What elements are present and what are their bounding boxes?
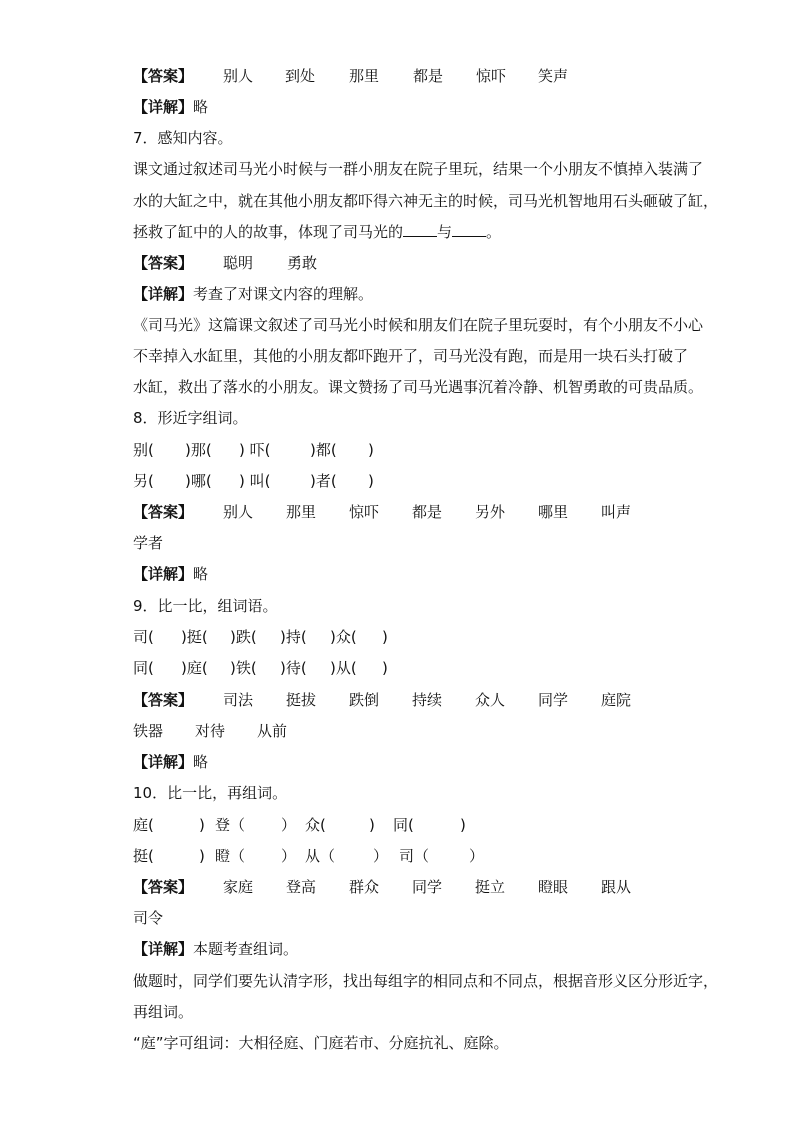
exercise-cell: )众(: [330, 628, 357, 646]
answer-row-q10: [133, 876, 632, 898]
exercise-cell: ) 叫(: [239, 472, 271, 490]
exercise-cell: 从（: [305, 847, 336, 865]
explain-line: 做题时，同学们要先认清字形，找出每组字的相同点和不同点，根据音形义区分形近字，: [133, 972, 719, 990]
fill-blank: [452, 222, 486, 237]
exercise-cell: )者(: [310, 472, 337, 490]
answer-word: 聪明: [223, 254, 254, 272]
answer-word: 那里: [349, 67, 380, 85]
exercise-cell: )挺(: [181, 628, 208, 646]
answer-word: 哪里: [538, 503, 569, 521]
exercise-cell: ): [369, 816, 375, 834]
answer-word: 同学: [538, 691, 569, 709]
answer-word: 另外: [475, 503, 506, 521]
answer-word: 司法: [223, 691, 254, 709]
answer-word: 登高: [286, 878, 317, 896]
detail-label: 【详解】: [133, 565, 194, 583]
answer-word: 都是: [413, 67, 444, 85]
exercise-cell: )待(: [280, 659, 307, 677]
explain-line: 再组词。: [133, 1003, 194, 1021]
exercise-cell: 挺(: [133, 847, 154, 865]
detail-label: 【详解】: [133, 285, 194, 303]
detail-row-q9: [133, 751, 208, 773]
question-title-q9: 9．比一比，组词语。: [133, 597, 278, 615]
exercise-cell: ): [368, 472, 374, 490]
explain-line: 《司马光》这篇课文叙述了司马光小时候和朋友们在院子里玩耍时，有个小朋友不小心: [133, 316, 704, 334]
answer-word: 司令: [133, 909, 164, 927]
exercise-cell: ）: [281, 816, 297, 834]
exercise-cell: 同(: [133, 659, 154, 677]
exercise-cell: ): [368, 441, 374, 459]
answer-word: 对待: [195, 722, 226, 740]
exercise-cell: ): [199, 847, 205, 865]
answer-word: 跌倒: [349, 691, 380, 709]
blank-end: 。: [486, 223, 502, 241]
answer-word: 别人: [223, 67, 254, 85]
paragraph-line: 课文通过叙述司马光小时候与一群小朋友在院子里玩，结果一个小朋友不慎掉入装满了: [133, 160, 704, 178]
answer-row-q8-cont: [133, 532, 163, 554]
answer-word: 铁器: [133, 722, 164, 740]
exercise-cell: )持(: [280, 628, 307, 646]
answer-word: 别人: [223, 503, 254, 521]
answer-label: 【答案】: [133, 67, 194, 85]
answer-row-q6: [133, 65, 569, 87]
explain-line: “庭”字可组词：大相径庭、门庭若市、分庭抗礼、庭除。: [133, 1034, 509, 1052]
answer-word: 瞪眼: [538, 878, 569, 896]
answer-label: 【答案】: [133, 691, 194, 709]
answer-word: 同学: [412, 878, 443, 896]
answer-word: 叫声: [601, 503, 632, 521]
answer-word: 惊吓: [476, 67, 507, 85]
answer-word: 勇敢: [287, 254, 318, 272]
blank-join: 与: [437, 223, 453, 241]
answer-word: 众人: [475, 691, 506, 709]
answer-word: 都是: [412, 503, 443, 521]
exercise-cell: ): [382, 659, 388, 677]
answer-word: 挺拔: [286, 691, 317, 709]
answer-word: 那里: [286, 503, 317, 521]
answer-row-q10-cont: [133, 907, 163, 929]
answer-word: 从前: [257, 722, 288, 740]
answer-word: 群众: [349, 878, 380, 896]
explain-line: 水缸，救出了落水的小朋友。课文赞扬了司马光遇事沉着冷静、机智勇敢的可贵品质。: [133, 378, 704, 396]
answer-label: 【答案】: [133, 254, 194, 272]
answer-word: 家庭: [223, 878, 254, 896]
exercise-cell: ）: [469, 847, 485, 865]
exercise-cell: ): [460, 816, 466, 834]
question-title-q10: 10．比一比，再组词。: [133, 784, 288, 802]
answer-word: 挺立: [475, 878, 506, 896]
exercise-cell: ）: [373, 847, 389, 865]
answer-word: 学者: [133, 534, 164, 552]
question-title-q8: 8．形近字组词。: [133, 409, 248, 427]
detail-text: 本题考查组词。: [193, 940, 299, 958]
exercise-cell: 众(: [305, 816, 326, 834]
answer-row-q7: [133, 252, 318, 274]
detail-label: 【详解】: [133, 98, 194, 116]
exercise-cell: ): [382, 628, 388, 646]
detail-row-q7: [133, 283, 373, 305]
exercise-cell: 庭(: [133, 816, 154, 834]
exercise-cell: )从(: [330, 659, 357, 677]
exercise-cell: )铁(: [230, 659, 257, 677]
question-title-q7: 7．感知内容。: [133, 129, 233, 147]
answer-row-q9: [133, 689, 632, 711]
explain-line: 不幸掉入水缸里，其他的小朋友都吓跑开了，司马光没有跑，而是用一块石头打破了: [133, 347, 689, 365]
fill-blank: [403, 222, 437, 237]
answer-word: 笑声: [538, 67, 569, 85]
paragraph-line: 水的大缸之中，就在其他小朋友都吓得六神无主的时候，司马光机智地用石头砸破了缸，: [133, 192, 719, 210]
detail-text: 略: [193, 565, 209, 583]
exercise-cell: )那(: [185, 441, 212, 459]
exercise-cell: 瞪（: [215, 847, 246, 865]
answer-word: 惊吓: [349, 503, 380, 521]
exercise-cell: 司(: [133, 628, 154, 646]
answer-row-q8: [133, 501, 632, 523]
paragraph-text: 拯救了缸中的人的故事，体现了司马光的: [133, 223, 404, 241]
exercise-cell: 别(: [133, 441, 154, 459]
detail-text: 略: [193, 98, 209, 116]
detail-label: 【详解】: [133, 753, 194, 771]
answer-word: 持续: [412, 691, 443, 709]
paragraph-line-with-blanks: [133, 221, 501, 243]
detail-row-q8: [133, 563, 208, 585]
detail-row-q10: [133, 938, 298, 960]
answer-word: 跟从: [601, 878, 632, 896]
detail-row-q6: [133, 96, 208, 118]
exercise-cell: ): [199, 816, 205, 834]
answer-word: 庭院: [601, 691, 632, 709]
exercise-cell: )庭(: [181, 659, 208, 677]
exercise-cell: )哪(: [185, 472, 212, 490]
exercise-cell: ) 吓(: [239, 441, 271, 459]
answer-word: 到处: [285, 67, 316, 85]
detail-text: 略: [193, 753, 209, 771]
exercise-cell: )跌(: [230, 628, 257, 646]
answer-label: 【答案】: [133, 878, 194, 896]
detail-label: 【详解】: [133, 940, 194, 958]
detail-text: 考查了对课文内容的理解。: [193, 285, 374, 303]
exercise-cell: )都(: [310, 441, 337, 459]
exercise-cell: 登（: [215, 816, 246, 834]
exercise-cell: 司（: [399, 847, 430, 865]
exercise-cell: ）: [281, 847, 297, 865]
exercise-cell: 另(: [133, 472, 154, 490]
answer-label: 【答案】: [133, 503, 194, 521]
exercise-cell: 同(: [393, 816, 414, 834]
